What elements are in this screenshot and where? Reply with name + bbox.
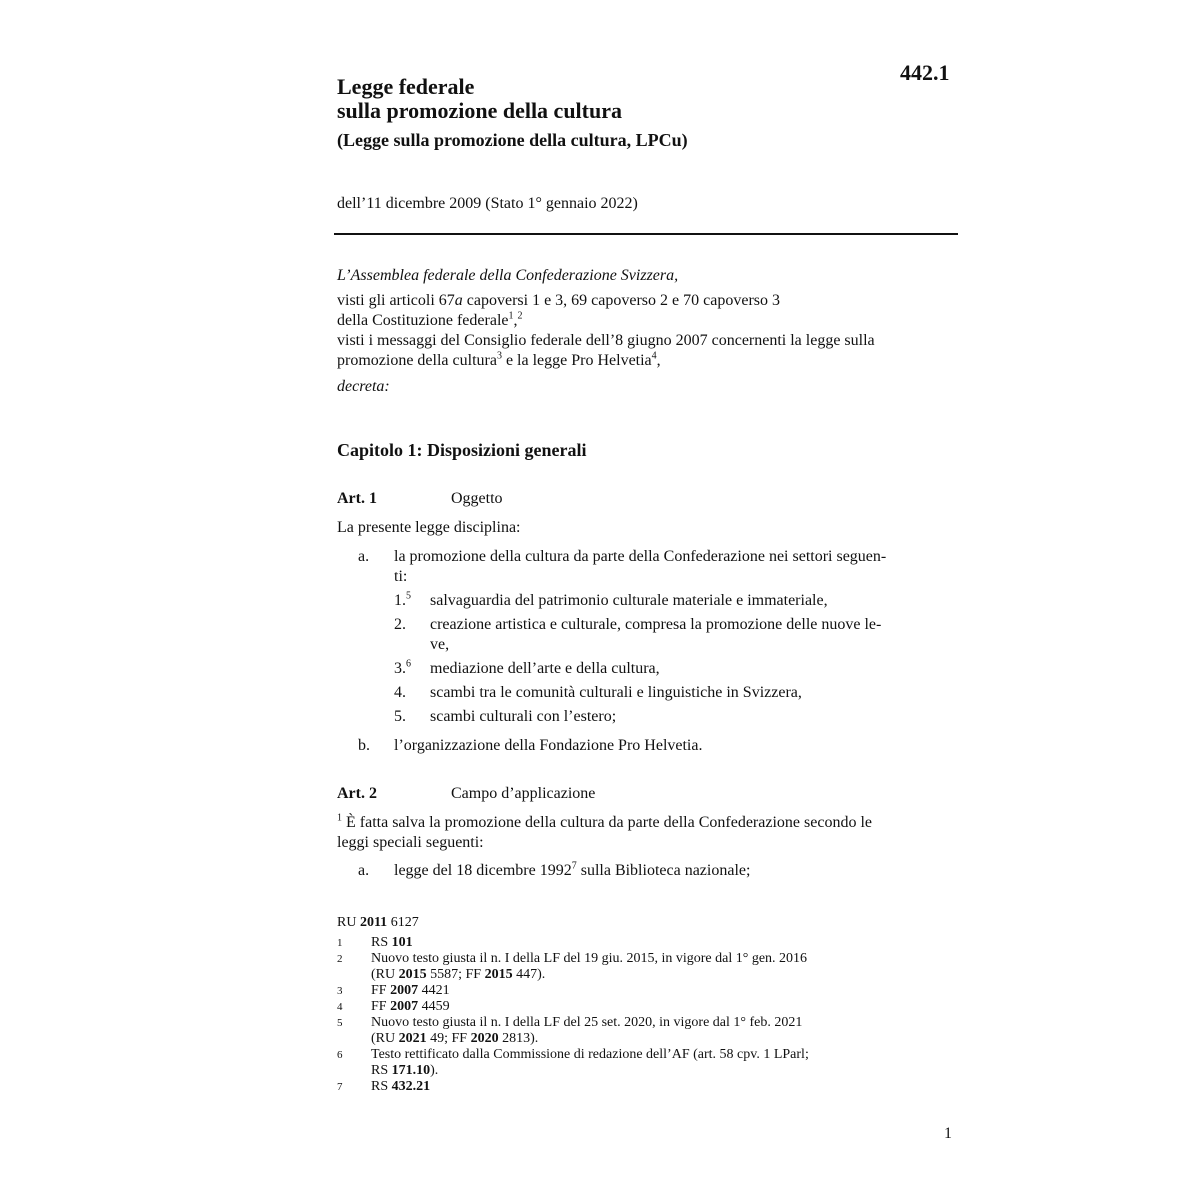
footnote-text bbox=[371, 1079, 430, 1094]
footnote-ref[interactable]: 3 bbox=[496, 350, 502, 362]
fn-text: 49; FF bbox=[426, 1031, 471, 1046]
footnote-number: 4 bbox=[337, 1001, 343, 1013]
art2-para-line1 bbox=[337, 813, 872, 832]
art2-para-line2: leggi speciali seguenti: bbox=[337, 834, 484, 851]
art1-a-text-line1: la promozione della cultura da parte della Confederazione nei settori seguen- bbox=[394, 548, 887, 565]
fn-bold: 432.21 bbox=[391, 1079, 431, 1094]
preamble-line2-sep: , bbox=[513, 312, 518, 329]
header-divider bbox=[334, 233, 958, 235]
art2-a-label: a. bbox=[358, 862, 370, 879]
preamble-assembly: L’Assemblea federale della Confederazione Svizzera, bbox=[337, 267, 679, 284]
footnote-ref[interactable]: 6 bbox=[406, 658, 411, 670]
art1-item-text: scambi culturali con l’estero; bbox=[430, 708, 617, 725]
fn-bold: 2020 bbox=[470, 1031, 499, 1046]
fn-text: (RU bbox=[371, 1031, 399, 1046]
fn-text: RS bbox=[371, 1063, 392, 1078]
footnote-text bbox=[371, 935, 413, 950]
preamble-line1-text: visti gli articoli 67 bbox=[337, 292, 455, 309]
fn-text: 5587; FF bbox=[426, 967, 485, 982]
art2-para-text: È fatta salva la promozione della cultura da parte della Confederazione secondo le bbox=[342, 814, 872, 831]
footnote-num bbox=[337, 999, 343, 1015]
footnote-ref[interactable]: 5 bbox=[406, 590, 411, 602]
footnote-num bbox=[337, 983, 343, 999]
item-number: 1. bbox=[394, 592, 406, 609]
preamble-line1 bbox=[337, 291, 780, 310]
footnote-num bbox=[337, 1047, 343, 1063]
preamble-line4-text-c: , bbox=[656, 352, 661, 369]
footer-ru bbox=[337, 915, 419, 931]
paragraph-number: 1 bbox=[337, 812, 342, 824]
sr-number: 442.1 bbox=[900, 60, 950, 85]
art1-label: Art. 1 bbox=[337, 490, 377, 507]
ru-prefix: RU bbox=[337, 915, 360, 930]
fn-bold: 2015 bbox=[484, 967, 513, 982]
fn-text: 4459 bbox=[418, 999, 450, 1014]
chapter-title: Capitolo 1: Disposizioni generali bbox=[337, 440, 587, 460]
preamble-line4 bbox=[337, 351, 661, 370]
preamble-line1-text-b: capoversi 1 e 3, 69 capoverso 2 e 70 capoverso 3 bbox=[462, 292, 780, 309]
fn-bold: 2015 bbox=[398, 967, 427, 982]
footnote-text bbox=[371, 983, 450, 998]
footnote-ref[interactable]: 1 bbox=[508, 310, 514, 322]
art2-a-text bbox=[394, 861, 750, 880]
fn-text: 2813). bbox=[498, 1031, 539, 1046]
fn-bold: 2007 bbox=[390, 999, 419, 1014]
footnote-number: 7 bbox=[337, 1081, 343, 1093]
law-title-line1: Legge federale bbox=[337, 74, 475, 99]
preamble-decreta: decreta: bbox=[337, 378, 390, 395]
art2-a-text-a: legge del 18 dicembre 1992 bbox=[394, 862, 572, 879]
fn-text: FF bbox=[371, 983, 391, 998]
art1-b-text: l’organizzazione della Fondazione Pro Helvetia. bbox=[394, 737, 703, 754]
footnote-ref[interactable]: 7 bbox=[571, 860, 577, 872]
footnote-text: Nuovo testo giusta il n. I della LF del 19 giu. 2015, in vigore dal 1° gen. 2016 bbox=[371, 951, 808, 966]
art1-item-text: creazione artistica e culturale, compresa la promozione delle nuove le- bbox=[430, 616, 882, 633]
preamble-line2 bbox=[337, 311, 522, 330]
footnote-text: Testo rettificato dalla Commissione di redazione dell’AF (art. 58 cpv. 1 LParl; bbox=[371, 1047, 809, 1062]
ru-page: 6127 bbox=[387, 915, 419, 930]
footnote-text: Nuovo testo giusta il n. I della LF del 25 set. 2020, in vigore dal 1° feb. 2021 bbox=[371, 1015, 803, 1030]
footnote-text bbox=[371, 1031, 538, 1046]
preamble-line2-text: della Costituzione federale bbox=[337, 312, 509, 329]
fn-text: ). bbox=[430, 1063, 439, 1078]
art1-item-num bbox=[394, 659, 411, 678]
item-number: 3. bbox=[394, 660, 406, 677]
ru-year: 2011 bbox=[359, 915, 388, 930]
footnote-ref[interactable]: 4 bbox=[651, 350, 657, 362]
fn-text: 447). bbox=[512, 967, 546, 982]
art2-label: Art. 2 bbox=[337, 785, 377, 802]
art1-a-text-line2: ti: bbox=[394, 568, 408, 585]
art1-item-text: scambi tra le comunità culturali e linguistiche in Svizzera, bbox=[430, 684, 802, 701]
footnote-num bbox=[337, 951, 343, 967]
fn-text: 4421 bbox=[418, 983, 450, 998]
art2-a-text-b: sulla Biblioteca nazionale; bbox=[576, 862, 751, 879]
preamble-line1-italic: a bbox=[454, 292, 463, 309]
footnote-text bbox=[371, 999, 450, 1014]
preamble-line4-text-b: e la legge Pro Helvetia bbox=[501, 352, 652, 369]
footnote-text bbox=[371, 1063, 438, 1078]
fn-text: RS bbox=[371, 1079, 392, 1094]
art1-item-text: salvaguardia del patrimonio culturale materiale e immateriale, bbox=[430, 592, 828, 609]
law-date: dell’11 dicembre 2009 (Stato 1° gennaio 2022) bbox=[337, 195, 638, 212]
art1-b-label: b. bbox=[358, 737, 370, 754]
footnote-number: 1 bbox=[337, 937, 343, 949]
art1-item-text-cont: ve, bbox=[430, 636, 450, 653]
art1-item-num: 5. bbox=[394, 708, 406, 725]
preamble-line3: visti i messaggi del Consiglio federale dell’8 giugno 2007 concernenti la legge sulla bbox=[337, 332, 875, 349]
fn-bold: 101 bbox=[391, 935, 413, 950]
fn-text: FF bbox=[371, 999, 391, 1014]
footnote-num bbox=[337, 935, 343, 951]
art1-item-text: mediazione dell’arte e della cultura, bbox=[430, 660, 660, 677]
art2-title: Campo d’applicazione bbox=[451, 785, 596, 802]
art1-item-num bbox=[394, 591, 411, 610]
footnote-ref[interactable]: 2 bbox=[517, 310, 523, 322]
page-number: 1 bbox=[944, 1125, 952, 1142]
art1-item-num: 4. bbox=[394, 684, 406, 701]
fn-bold: 2021 bbox=[398, 1031, 427, 1046]
preamble-line4-text: promozione della cultura bbox=[337, 352, 497, 369]
fn-bold: 171.10 bbox=[391, 1063, 431, 1078]
footnote-text bbox=[371, 967, 545, 982]
art1-title: Oggetto bbox=[451, 490, 503, 507]
art1-item-num: 2. bbox=[394, 616, 406, 633]
footnote-number: 5 bbox=[337, 1017, 343, 1029]
art1-a-label: a. bbox=[358, 548, 370, 565]
art1-intro: La presente legge disciplina: bbox=[337, 519, 521, 536]
footnote-number: 3 bbox=[337, 985, 343, 997]
fn-text: RS bbox=[371, 935, 392, 950]
fn-text: (RU bbox=[371, 967, 399, 982]
footnote-num bbox=[337, 1015, 343, 1031]
law-subtitle: (Legge sulla promozione della cultura, LPCu) bbox=[337, 130, 688, 150]
law-title-line2: sulla promozione della cultura bbox=[337, 98, 622, 123]
footnote-number: 6 bbox=[337, 1049, 343, 1061]
fn-bold: 2007 bbox=[390, 983, 419, 998]
footnote-num bbox=[337, 1079, 343, 1095]
footnote-number: 2 bbox=[337, 953, 343, 965]
